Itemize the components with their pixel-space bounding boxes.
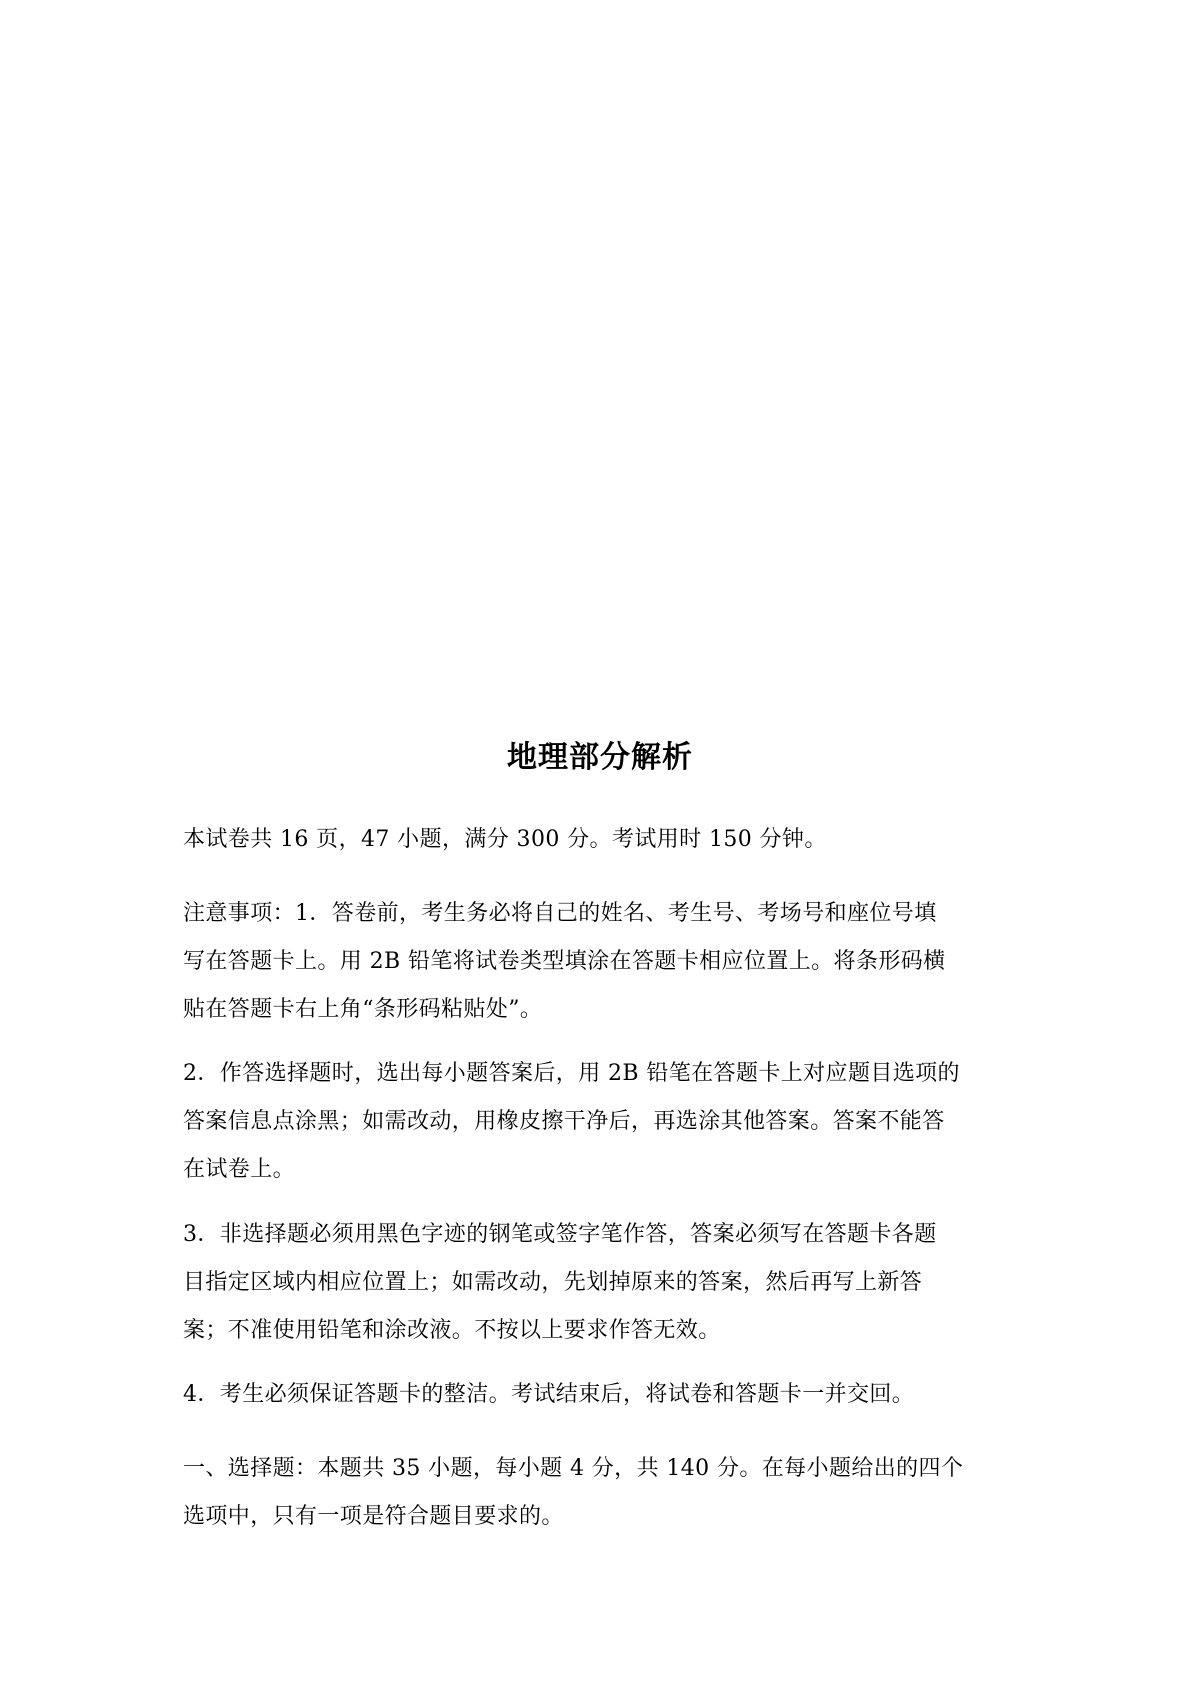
notice-paragraph [183,890,1033,1034]
page-title: 地理部分解析 [507,740,693,775]
notice-line-3: 贴在答题卡右上角“条形码粘贴处”。 [183,997,543,1022]
notice-line-2: 写在答题卡上。用 2B 铅笔将试卷类型填涂在答题卡相应位置上。将条形码横 [183,949,946,974]
exam-intro [183,816,1033,864]
item-2-paragraph [183,1050,1033,1194]
item-3-line-3: 案；不准使用铅笔和涂改液。不按以上要求作答无效。 [183,1318,721,1343]
item-3-line-2: 目指定区域内相应位置上；如需改动，先划掉原来的答案，然后再写上新答 [183,1270,923,1295]
item-3-line-1: 3．非选择题必须用黑色字迹的钢笔或签字笔作答，答案必须写在答题卡各题 [183,1222,937,1247]
intro-line: 本试卷共 16 页，47 小题，满分 300 分。考试用时 150 分钟。 [183,827,827,852]
item-4-line: 4．考生必须保证答题卡的整洁。考试结束后，将试卷和答题卡一并交回。 [183,1382,915,1407]
section-1-line-1: 一、选择题：本题共 35 小题，每小题 4 分，共 140 分。在每小题给出的四个 [183,1456,964,1481]
item-4-paragraph [183,1371,1033,1419]
item-2-line-2: 答案信息点涂黑；如需改动，用橡皮擦干净后，再选涂其他答案。答案不能答 [183,1109,945,1134]
item-3-paragraph [183,1211,1033,1355]
section-1-heading [183,1445,1033,1541]
item-2-line-3: 在试卷上。 [183,1157,296,1182]
section-1-line-2: 选项中，只有一项是符合题目要求的。 [183,1504,564,1529]
item-2-line-1: 2．作答选择题时，选出每小题答案后，用 2B 铅笔在答题卡上对应题目选项的 [183,1061,960,1086]
notice-line-1: 注意事项：1．答卷前，考生务必将自己的姓名、考生号、考场号和座位号填 [183,901,937,926]
